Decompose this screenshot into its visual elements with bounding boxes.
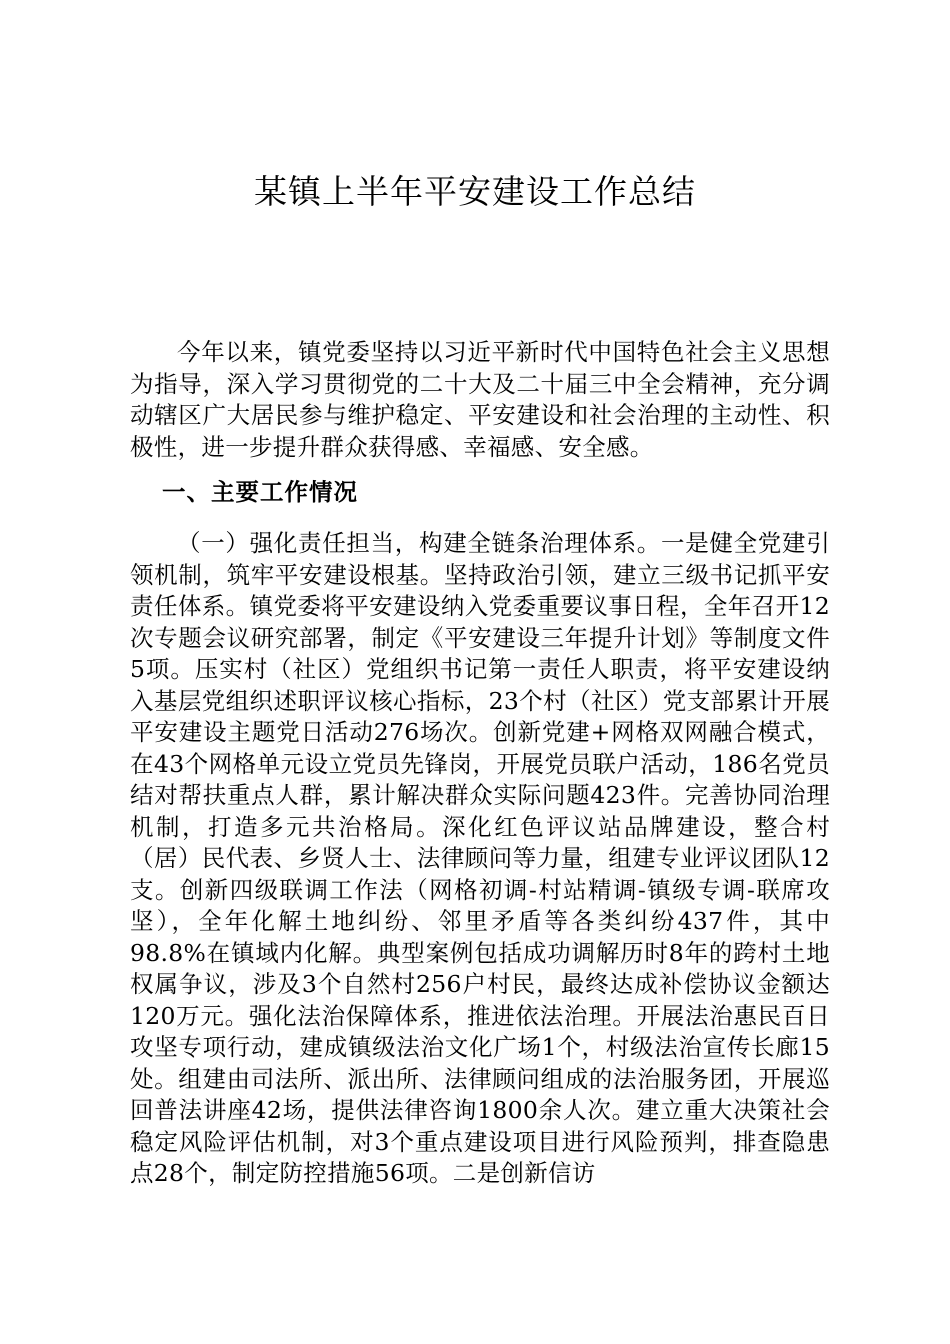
document-title: 某镇上半年平安建设工作总结 bbox=[254, 172, 696, 211]
intro-paragraph: 今年以来，镇党委坚持以习近平新时代中国特色社会主义思想为指导，深入学习贯彻党的二十大及二十届三中全会精神，充分调动辖区广大居民参与维护稳定、平安建设和社会治理的主动性、积极性，进一步提升群众获得感、幸福感、安全感。 bbox=[130, 338, 830, 461]
section-paragraph: （一）强化责任担当，构建全链条治理体系。一是健全党建引领机制，筑牢平安建设根基。坚持政治引领，建立三级书记抓平安责任体系。镇党委将平安建设纳入党委重要议事日程，全年召开12次专题会议研究部署，制定《平安建设三年提升计划》等制度文件5项。压实村（社区）党组织书记第一责任人职责，将平安建设纳入基层党组织述职评议核心指标，23个村（社区）党支部累计开展平安建设主题党日活动276场次。创新党建+网格双网融合模式，在43个网格单元设立党员先锋岗，开展党员联户活动，186名党员结对帮扶重点人群，累计解决群众实际问题423件。完善协同治理机制，打造多元共治格局。深化红色评议站品牌建设，整合村（居）民代表、乡贤人士、法律顾问等力量，组建专业评议团队12支。创新四级联调工作法（网格初调-村站精调-镇级专调-联席攻坚），全年化解土地纠纷、邻里矛盾等各类纠纷437件，其中98.8%在镇域内化解。典型案例包括成功调解历时8年的跨村土地权属争议，涉及3个自然村256户村民，最终达成补偿协议金额达120万元。强化法治保障体系，推进依法治理。开展法治惠民百日攻坚专项行动，建成镇级法治文化广场1个，村级法治宣传长廊15处。组建由司法所、派出所、法律顾问组成的法治服务团，开展巡回普法讲座42场，提供法律咨询1800余人次。建立重大决策社会稳定风险评估机制，对3个重点建设项目进行风险预判，排查隐患点28个，制定防控措施56项。二是创新信访 bbox=[130, 529, 830, 1187]
section-heading-main-work: 一、主要工作情况 bbox=[162, 478, 358, 506]
intro-paragraph-container bbox=[130, 337, 830, 463]
section-body-container bbox=[130, 528, 830, 1190]
